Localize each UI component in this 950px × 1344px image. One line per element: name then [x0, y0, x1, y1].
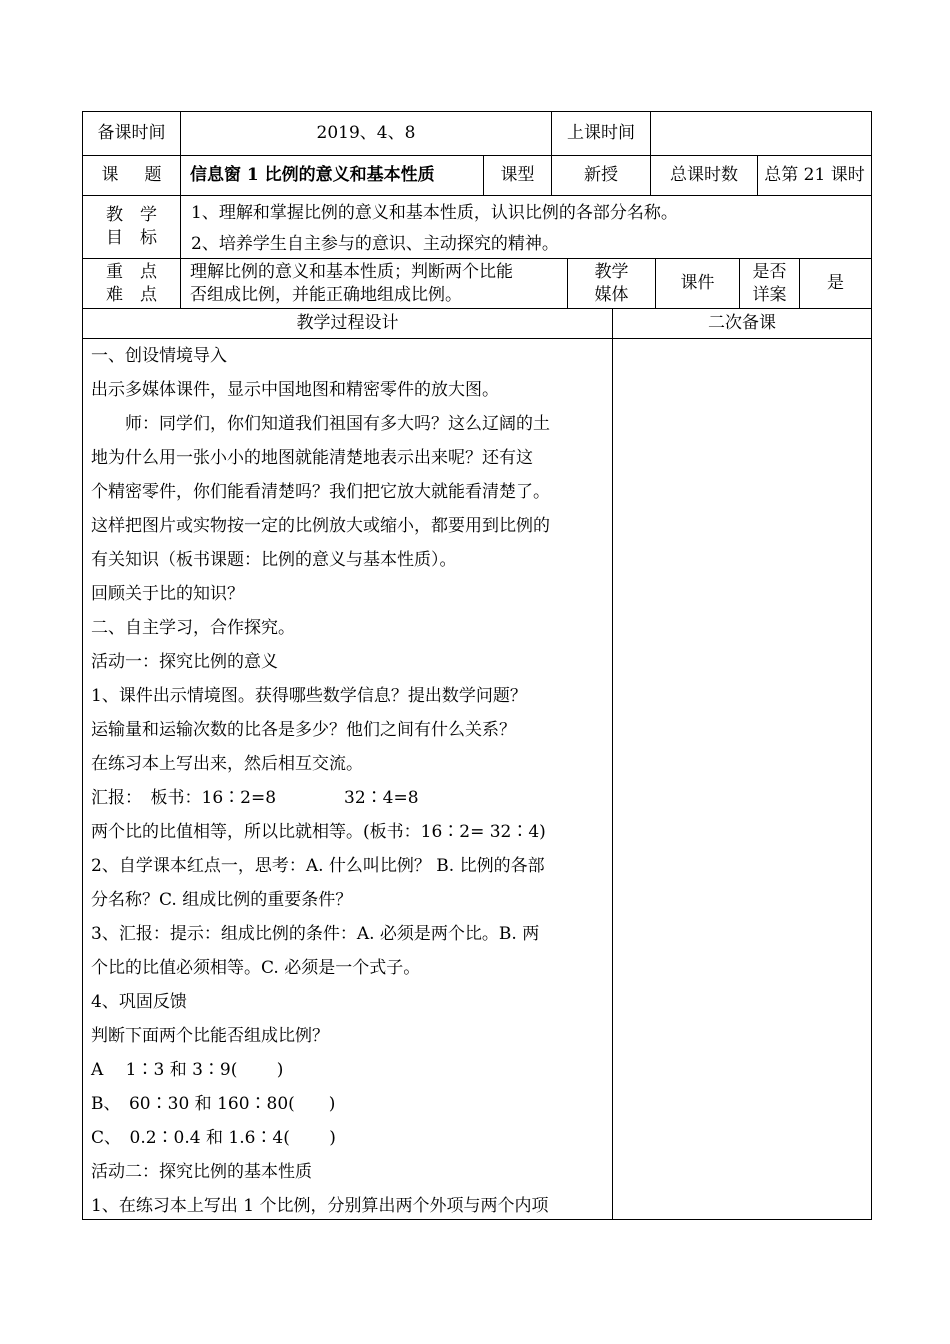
process-line: 两个比的比值相等，所以比就相等。(板书：16∶2= 32∶4): [91, 822, 546, 842]
objectives-label-line-2: 目 标: [106, 228, 157, 248]
col-divider: [180, 258, 181, 309]
process-line: 4、巩固反馈: [91, 992, 187, 1012]
detailed-plan-label-line-2: 详案: [752, 284, 787, 305]
process-line: 师：同学们，你们知道我们祖国有多大吗？这么辽阔的土: [91, 414, 550, 434]
detailed-plan-value: 是: [827, 273, 844, 294]
media-label-line-1: 教学: [594, 262, 629, 283]
key-points-label-line-1: 重 点: [106, 262, 157, 283]
key-points-label: [83, 259, 180, 308]
process-line: 2、自学课本红点一，思考：A. 什么叫比例？ B. 比例的各部: [91, 856, 545, 876]
process-design-header: 教学过程设计: [296, 313, 399, 334]
objectives-label: [83, 196, 180, 258]
process-line: 地为什么用一张小小的地图就能清楚地表示出来呢？还有这: [91, 448, 533, 468]
class-time-value: [651, 112, 871, 155]
process-line: 回顾关于比的知识？: [91, 584, 244, 604]
topic-label-char-1: 课: [101, 165, 119, 186]
objective-item: 2、培养学生自主参与的意识、主动探究的精神。: [191, 234, 559, 254]
process-line: 1、课件出示情境图。获得哪些数学信息？提出数学问题？: [91, 686, 527, 706]
process-line: 判断下面两个比能否组成比例？: [91, 1026, 329, 1046]
prep-time-label: 备课时间: [97, 123, 166, 144]
process-line: 运输量和运输次数的比各是多少？他们之间有什么关系？: [91, 720, 516, 740]
media-label: [568, 259, 655, 308]
row-divider: [82, 195, 872, 196]
topic-label: [83, 156, 180, 195]
key-points-text: [190, 259, 566, 308]
process-line: 3、汇报：提示：组成比例的条件：A. 必须是两个比。B. 两: [91, 924, 540, 944]
process-line: 出示多媒体课件，显示中国地图和精密零件的放大图。: [91, 380, 499, 400]
total-hours-value: 总第 21 课时: [764, 165, 865, 186]
process-line: B、 60∶30 和 160∶80( ): [91, 1094, 336, 1114]
process-line: C、 0.2∶0.4 和 1.6∶4( ): [91, 1128, 336, 1148]
process-line: 活动二：探究比例的基本性质: [91, 1162, 312, 1182]
table-right-border: [871, 111, 872, 1220]
key-points-label-line-2: 难 点: [106, 284, 157, 305]
process-line: 有关知识（板书课题：比例的意义与基本性质）。: [91, 550, 457, 570]
process-line: 在练习本上写出来，然后相互交流。: [91, 754, 363, 774]
process-line: 个精密零件，你们能看清楚吗？我们把它放大就能看清楚了。: [91, 482, 550, 502]
process-line: 汇报： 板书：16∶2=8 32∶4=8: [91, 788, 419, 808]
row-divider: [82, 338, 872, 339]
detailed-plan-label-line-1: 是否: [752, 262, 787, 283]
objective-item: 1、理解和掌握比例的意义和基本性质，认识比例的各部分名称。: [191, 203, 678, 223]
lesson-type-label: 课型: [500, 165, 535, 186]
media-label-line-2: 媒体: [594, 284, 629, 305]
process-line: 活动一：探究比例的意义: [91, 652, 278, 672]
key-points-text-line-1: 理解比例的意义和基本性质；判断两个比能: [190, 262, 513, 283]
process-column-divider: [612, 308, 613, 1220]
class-time-label: 上课时间: [567, 123, 635, 144]
table-bottom-border: [82, 1219, 872, 1220]
media-value: 课件: [680, 273, 715, 294]
process-line: 个比的比值必须相等。C. 必须是一个式子。: [91, 958, 421, 978]
process-line: 分名称？C. 组成比例的重要条件？: [91, 890, 353, 910]
objectives-label-line-1: 教 学: [106, 205, 157, 226]
secondary-prep-header: 二次备课: [708, 313, 776, 334]
process-line: 一、创设情境导入: [91, 346, 227, 366]
detailed-plan-label: [740, 259, 799, 308]
topic-label-char-2: 题: [144, 165, 162, 186]
total-hours-label: 总课时数: [670, 165, 738, 186]
process-line: 1、在练习本上写出 1 个比例，分别算出两个外项与两个内项: [91, 1196, 549, 1216]
topic-value: 信息窗 1 比例的意义和基本性质: [190, 165, 435, 186]
process-line: 二、自主学习，合作探究。: [91, 618, 295, 638]
process-line: A 1∶3 和 3∶9( ): [91, 1060, 284, 1080]
process-line: 这样把图片或实物按一定的比例放大或缩小，都要用到比例的: [91, 516, 550, 536]
prep-time-value: 2019、4、8: [316, 123, 416, 144]
key-points-text-line-2: 否组成比例，并能正确地组成比例。: [190, 284, 462, 305]
lesson-type-value: 新授: [584, 165, 618, 186]
